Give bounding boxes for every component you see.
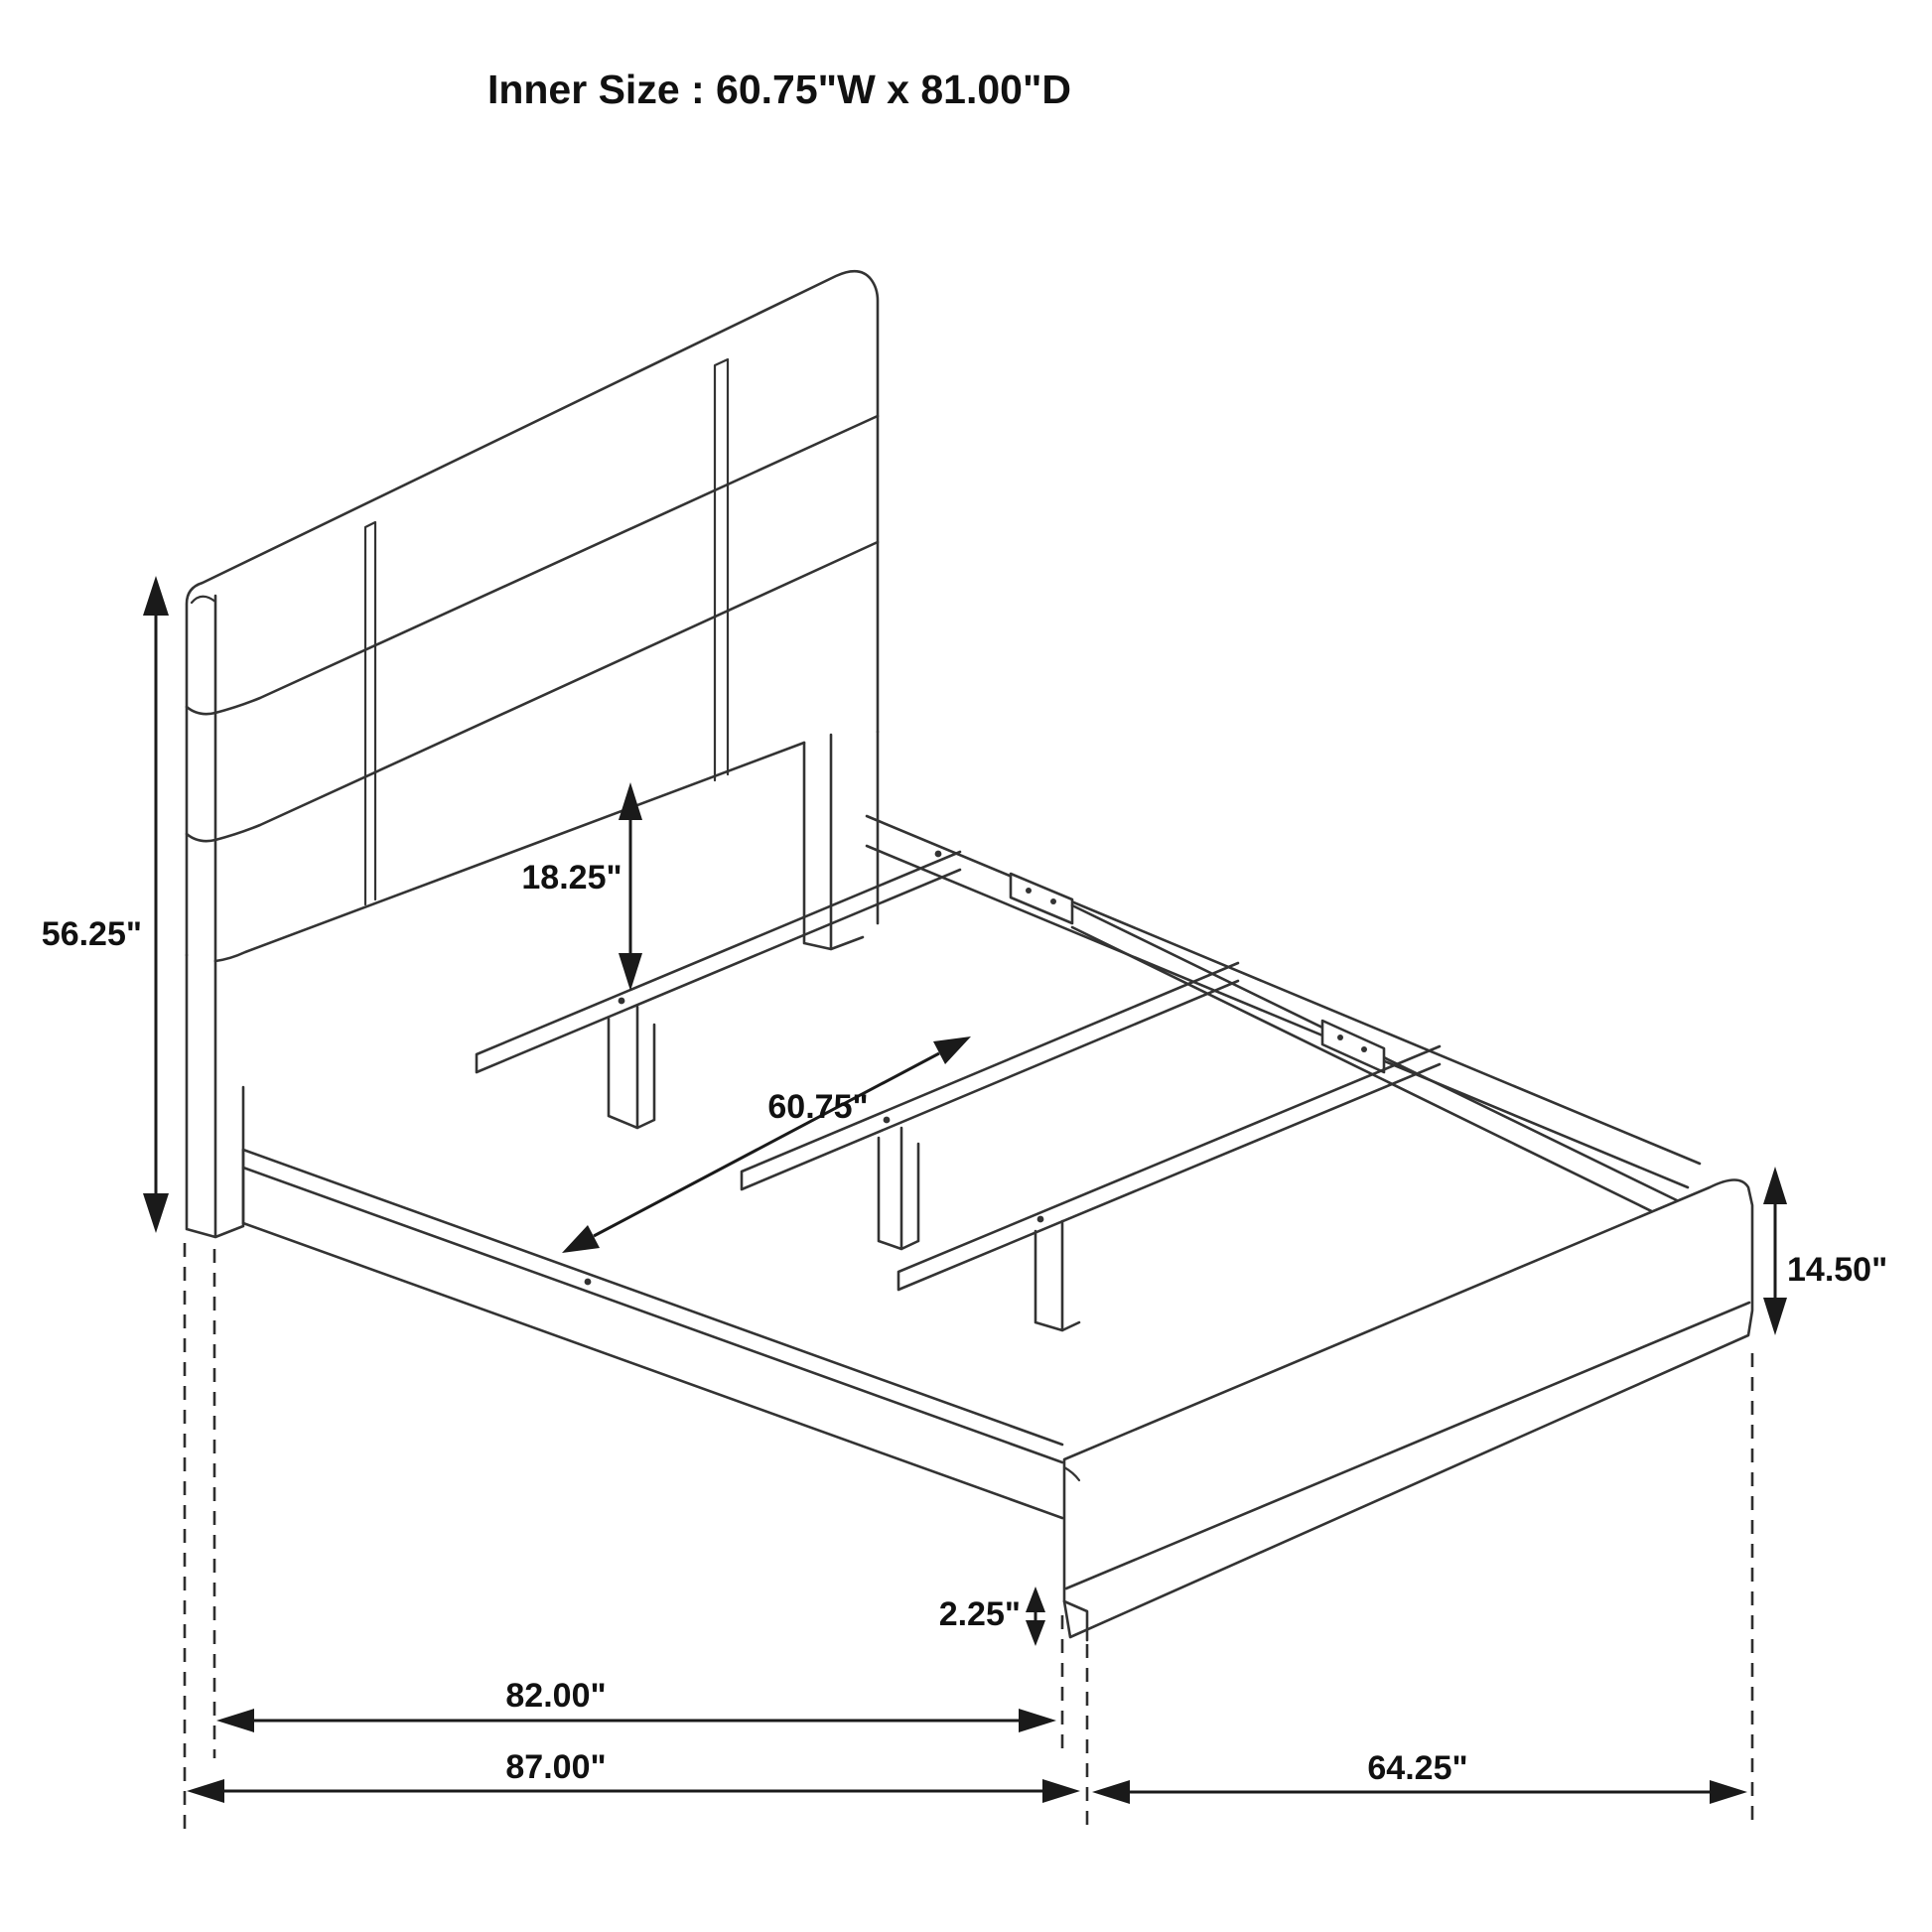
dimension-inner-width xyxy=(562,1036,971,1253)
label-foot-leg-height: 2.25" xyxy=(938,1595,1021,1633)
far-side-rail xyxy=(867,816,1700,1187)
label-headboard-height: 56.25" xyxy=(41,915,142,953)
label-inner-width: 60.75" xyxy=(767,1088,869,1126)
dimension-inner-length xyxy=(216,1677,1056,1732)
label-overall-width: 64.25" xyxy=(1367,1749,1468,1787)
label-inner-length: 82.00" xyxy=(505,1677,607,1715)
diagram-title: Inner Size : 60.75"W x 81.00"D xyxy=(486,67,1072,112)
headboard xyxy=(187,271,878,961)
dimension-overall-width xyxy=(1092,1749,1747,1804)
headboard-legs xyxy=(187,732,878,1237)
dimension-headboard-height xyxy=(42,576,169,1233)
dimension-foot-leg-height xyxy=(939,1587,1045,1646)
label-footboard-height: 14.50" xyxy=(1787,1251,1888,1289)
dimension-headboard-clearance xyxy=(521,782,642,991)
footboard xyxy=(1064,1180,1752,1641)
dimension-footboard-height xyxy=(1763,1167,1887,1335)
dimension-overall-length xyxy=(187,1748,1080,1803)
center-support-rail xyxy=(1072,905,1683,1223)
label-headboard-clearance: 18.25" xyxy=(521,859,622,897)
label-overall-length: 87.00" xyxy=(505,1748,607,1786)
